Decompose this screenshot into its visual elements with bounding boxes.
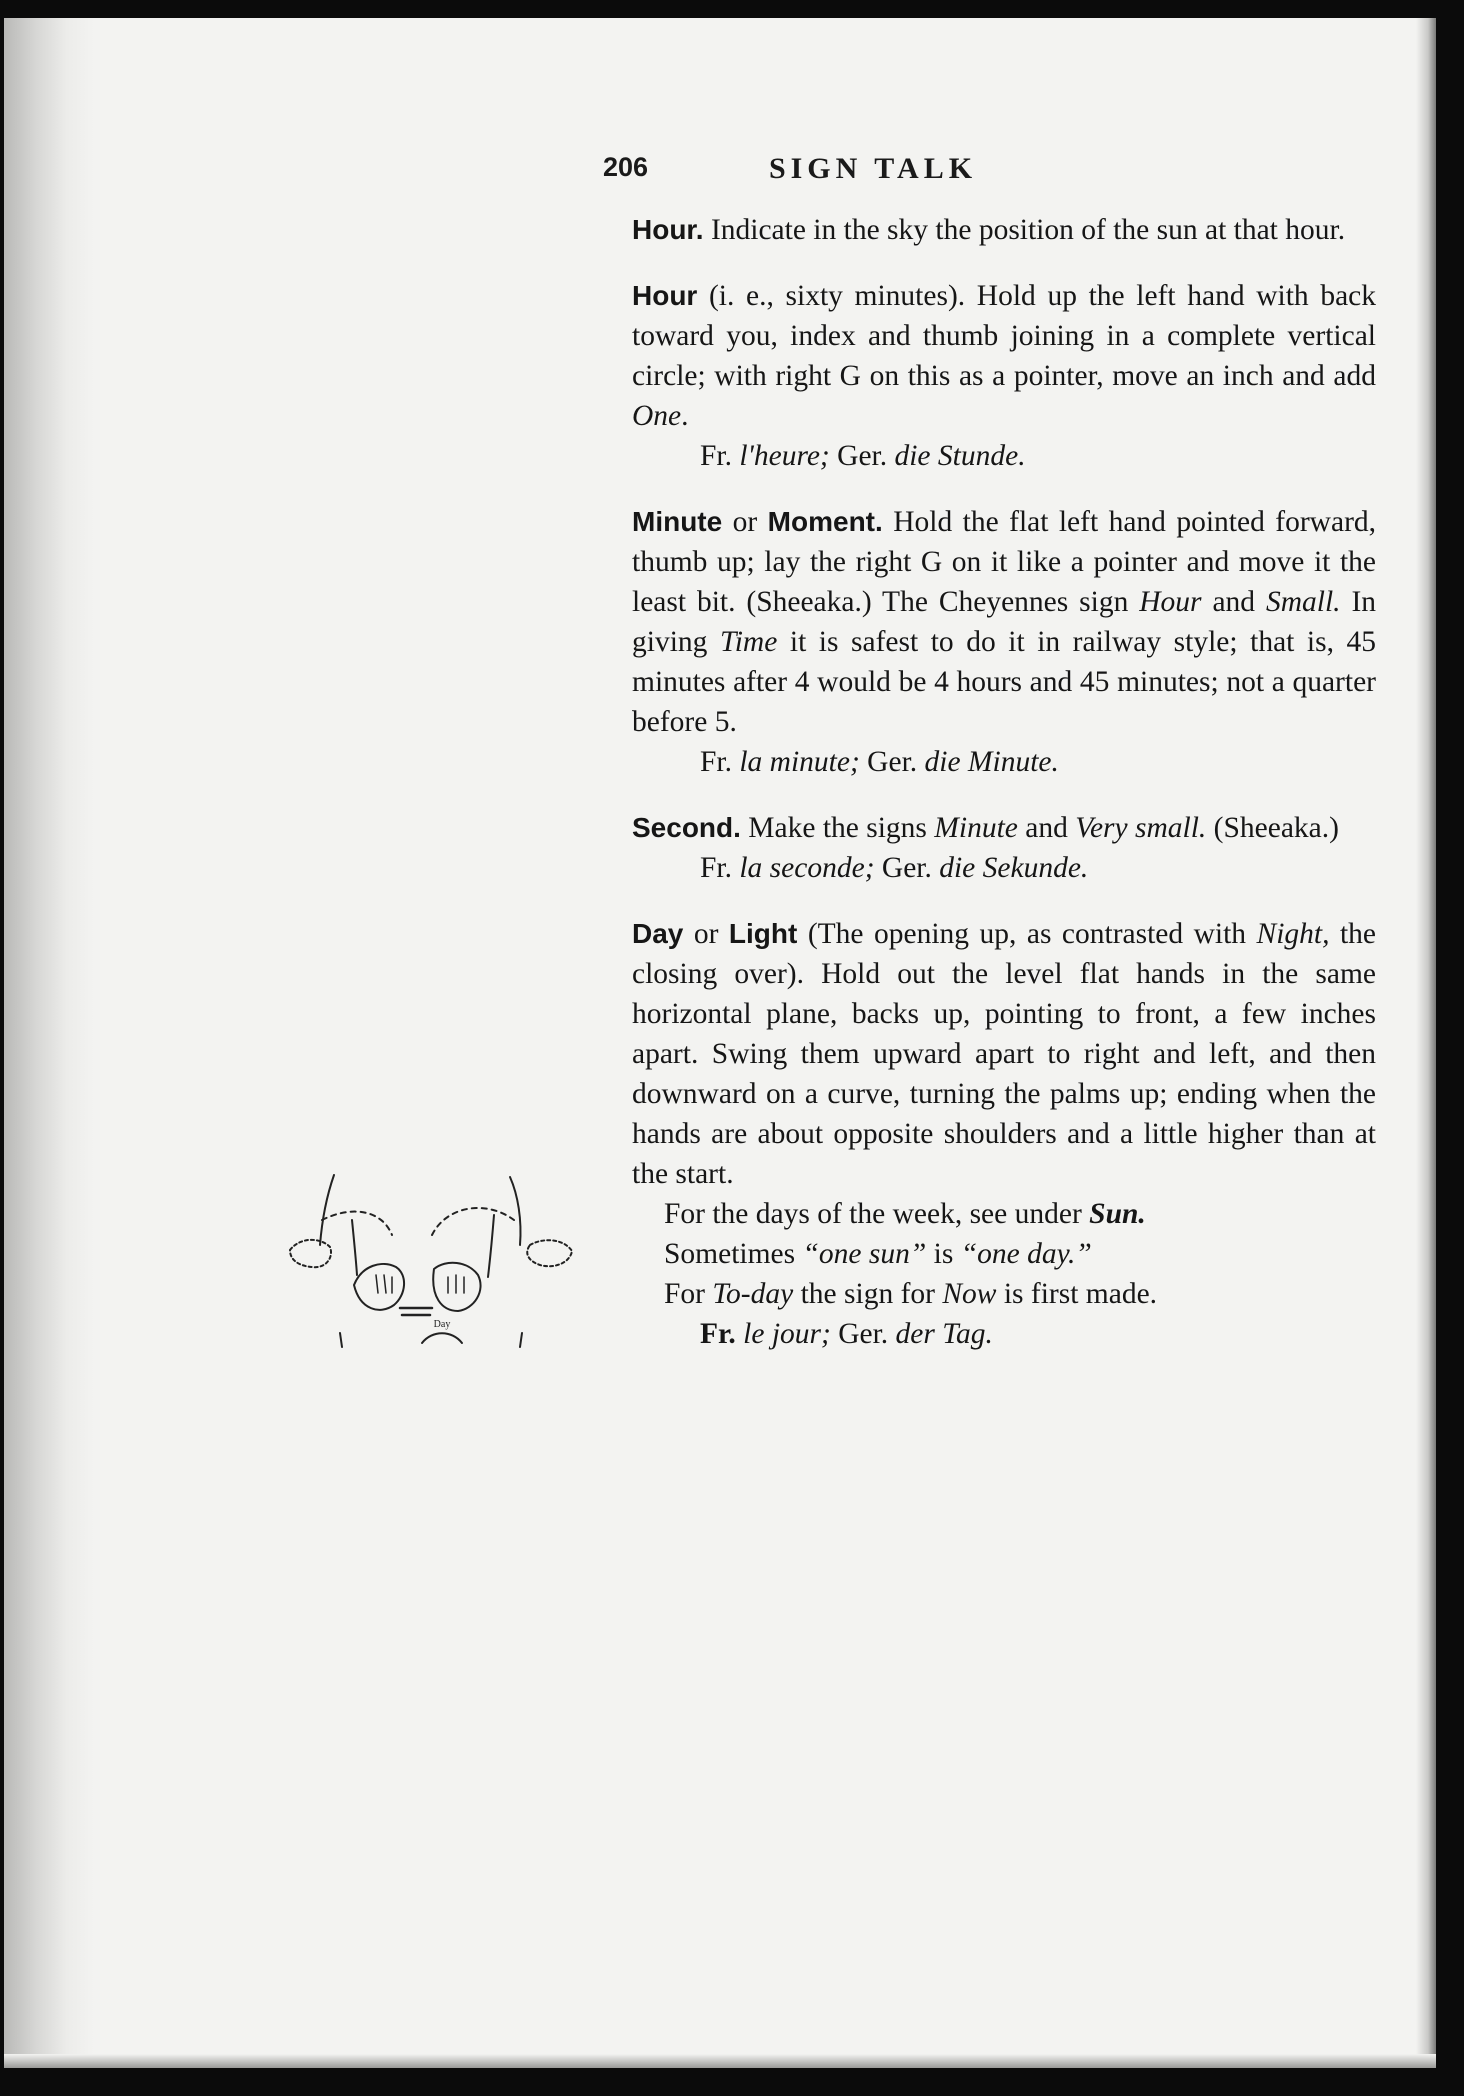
note-text: the sign for (800, 1278, 935, 1310)
page-edge (1416, 18, 1436, 2068)
spine-shadow (4, 18, 94, 2068)
entry-paragraph (632, 502, 1376, 742)
running-title: SIGN TALK (768, 152, 978, 185)
definition-text: In giving (632, 586, 1377, 658)
definition-text: Hold the flat left hand pointed forward, thumb up; lay the right G on it like a pointer and move it the least bit. (Sheeaka.) The Cheyennes sign (632, 506, 1377, 618)
cross-reference: Now (942, 1278, 997, 1310)
definition-text: (Sheeaka.) (1213, 812, 1339, 844)
entry-day (632, 914, 1376, 1354)
definition-text: and (1025, 812, 1068, 844)
entry-paragraph (632, 808, 1376, 848)
entry-paragraph (632, 914, 1376, 1194)
french-term: le jour; (743, 1318, 831, 1350)
definition-text: it is safest to do it in railway style; that is, 45 minutes after 4 would be 4 hours and 45 minutes; not a quarter before 5. (632, 626, 1376, 738)
day-sign-hands-icon (282, 1165, 592, 1350)
french-term: la seconde; (739, 852, 875, 884)
note-text: For the days of the week, see under (664, 1198, 1082, 1230)
quoted-phrase: “one sun” (802, 1238, 927, 1270)
cross-reference: Sun. (1089, 1198, 1146, 1230)
cross-reference: Minute (934, 812, 1018, 844)
translation-line (632, 848, 1376, 888)
french-term: la minute; (739, 746, 860, 778)
note-text: is (933, 1238, 954, 1270)
french-label: Fr. (700, 440, 732, 472)
definition-text: and (1212, 586, 1256, 618)
french-label: Fr. (700, 852, 732, 884)
cross-reference: Night, (1256, 918, 1330, 950)
german-term: der Tag. (895, 1318, 993, 1350)
entry-paragraph (632, 276, 1376, 436)
german-label: Ger. (838, 1318, 889, 1350)
german-term: die Sekunde. (939, 852, 1089, 884)
translation-line (632, 1314, 1376, 1354)
note-text: For (664, 1278, 705, 1310)
german-label: Ger. (837, 440, 888, 472)
headword: Moment. (767, 506, 883, 537)
translation-line (632, 742, 1376, 782)
german-term: die Minute. (924, 746, 1059, 778)
french-term: l'heure; (739, 440, 830, 472)
headword: Light (728, 918, 798, 949)
note-line (632, 1274, 1376, 1314)
entry-hour-sky (632, 210, 1376, 250)
headword: Minute (632, 506, 723, 537)
entry-hour-sixty-minutes (632, 276, 1376, 476)
note-text: is first made. (1003, 1278, 1158, 1310)
note-line (632, 1194, 1376, 1234)
definition-text: Indicate in the sky the position of the sun at that hour. (710, 214, 1346, 246)
definition-text: . (681, 400, 689, 432)
german-label: Ger. (881, 852, 932, 884)
cross-reference: Time (719, 626, 778, 658)
definition-text: the closing over). Hold out the level flat hands in the same horizontal plane, backs up, pointing to front, a few inches apart. Swing them upward apart to right and left, and then downward on a curve, turning the palms up; ending when the hands are about opposite shoulders and a little higher than at the start. (632, 918, 1377, 1190)
quoted-phrase: “one day.” (960, 1238, 1092, 1270)
running-header (603, 152, 1111, 192)
entry-minute (632, 502, 1376, 782)
translation-line (632, 436, 1376, 476)
dictionary-body (632, 210, 1376, 1380)
connector: or (693, 918, 719, 950)
french-label: Fr. (700, 1318, 736, 1350)
page-bottom-edge (4, 2054, 1436, 2068)
entry-paragraph (632, 210, 1376, 250)
entry-second (632, 808, 1376, 888)
french-label: Fr. (700, 746, 732, 778)
page-number: 206 (603, 152, 649, 182)
illustration-caption: Day (433, 1319, 451, 1330)
definition-text: Make the signs (748, 812, 927, 844)
cross-reference: To-day (712, 1278, 794, 1310)
cross-reference: One (632, 400, 682, 432)
note-text: Sometimes (664, 1238, 796, 1270)
definition-text: (i. e., sixty minutes). Hold up the left hand with back toward you, index and thumb joining in a complete vertical circle; with right G on this as a pointer, move an inch and add (632, 280, 1377, 392)
connector: or (732, 506, 758, 538)
cross-reference: Hour (1139, 586, 1202, 618)
note-line (632, 1234, 1376, 1274)
german-label: Ger. (867, 746, 918, 778)
definition-text: (The opening up, as contrasted with (807, 918, 1247, 950)
headword: Day (632, 918, 684, 949)
headword: Second. (632, 812, 741, 843)
cross-reference: Small. (1265, 586, 1341, 618)
headword: Hour (632, 280, 698, 311)
headword: Hour. (632, 214, 704, 245)
german-term: die Stunde. (894, 440, 1026, 472)
cross-reference: Very small. (1075, 812, 1207, 844)
